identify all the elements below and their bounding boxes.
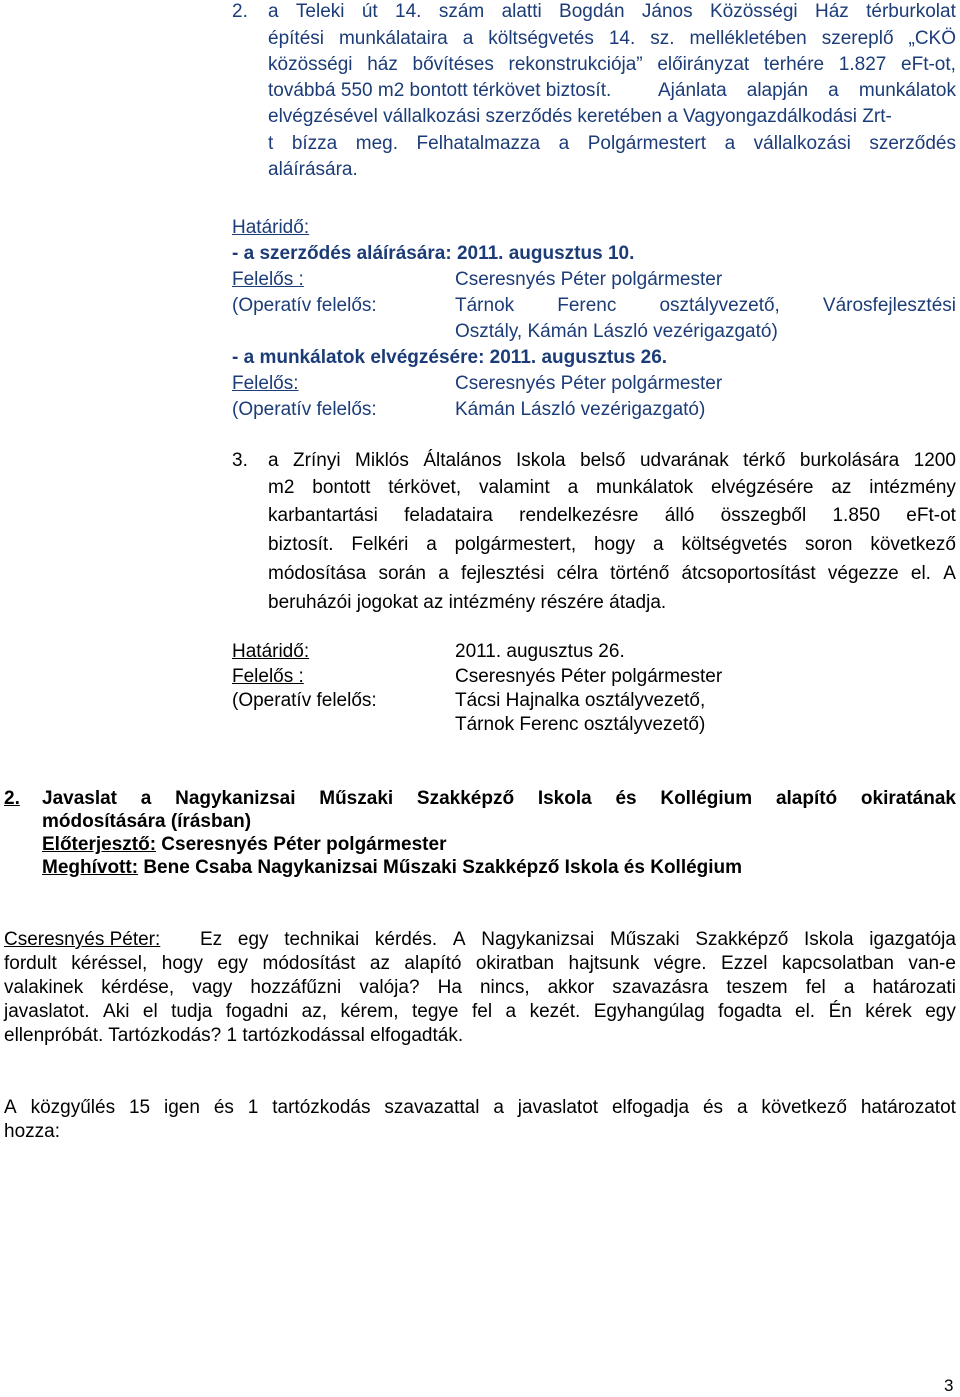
word: szám [438,1,485,22]
word: meg. [355,133,399,154]
item2-line-4a: továbbá 550 m2 bontott térkövet biztosít. [268,80,612,101]
item2-responsible-label-2: Felelős: [232,373,299,394]
word: el. [795,1001,816,1022]
word: a [567,477,579,498]
word: János [641,1,693,22]
invited-value: Bene Csaba Nagykanizsai Műszaki Szakképző Iskola és Kollégium [138,857,743,878]
item3-number: 3. [232,450,248,471]
word: költségvetés [681,534,788,555]
word: igen [164,1097,200,1118]
word: rekonstrukciója” [508,54,643,75]
word: Ha [437,977,462,998]
word: kezét. [529,1001,581,1022]
word: kéréssel, [71,953,148,974]
word: fordult [4,953,57,974]
word: a [736,1097,748,1118]
word: előirányzat [657,54,750,75]
word: 14. [608,28,636,49]
word: a [843,977,855,998]
word: valója? [359,977,420,998]
item2-responsible-label-1: Felelős : [232,269,304,290]
agenda-title-line-1 [42,787,956,811]
word: fejlesztési [461,563,545,584]
item2-line-1 [268,0,956,24]
word: soron [804,534,853,555]
word: határozatot [860,1097,956,1118]
item2-deadline-2: - a munkálatok elvégzésére: 2011. augusztus 26. [232,347,668,368]
word: Műszaki [609,929,680,950]
word: osztályvezető, [659,295,780,316]
word: az, [301,1001,327,1022]
word: mellékletében [689,28,807,49]
speech-line-2 [4,952,956,976]
word: módosítása [268,563,367,584]
item3-operative-value-2: Tárnok Ferenc osztályvezető) [455,714,706,735]
word: egy [925,1001,956,1022]
word: végezze [827,563,899,584]
word: valakinek [4,977,84,998]
word: vállalkozási [753,133,851,154]
word: szavazattal [384,1097,480,1118]
word: Iskola [515,450,566,471]
word: igazgatója [869,929,956,950]
word: fogadni [225,1001,289,1022]
word: alapján [746,80,809,101]
item2-responsible-value-1: Cseresnyés Péter polgármester [455,269,723,290]
word: 15 [128,1097,151,1118]
word: t [268,133,274,154]
word: az [369,953,390,974]
word: szereplő [821,28,894,49]
vote-line-1 [4,1096,956,1120]
word: elvégzésére [711,477,814,498]
word: hozzáfűzni [250,977,342,998]
word: burkolására [799,450,900,471]
word: karbantartási [268,505,378,526]
word: biztosít. [268,534,334,555]
word: Nagykanizsai [481,929,595,950]
word: Teleki [295,1,345,22]
item2-operative-value-2: Kámán László vezérigazgató) [455,399,706,420]
word: Ferenc [557,295,617,316]
item3-responsible-label: Felelős : [232,666,304,687]
word: kapcsolatban [781,953,894,974]
word: A [943,563,956,584]
word: tartózkodás [272,1097,371,1118]
speech-line-4 [4,1000,956,1024]
presenter-label: Előterjesztő: [42,834,157,855]
item2-operative-value-1b: Osztály, Kámán László vezérigazgató) [455,321,778,342]
word: a [438,563,449,584]
word: 1 [247,1097,259,1118]
presenter-value: Cseresnyés Péter polgármester [156,834,447,855]
word: kérdés. [374,929,438,950]
word: polgármestert, [454,534,577,555]
word: rendelkezésre [519,505,639,526]
word: következő [870,534,956,555]
word: célra [556,563,598,584]
item2-line-7: aláírására. [268,159,358,180]
word: alapító [775,788,838,809]
word: végre. [653,953,707,974]
word: út [361,1,378,22]
word: belső [580,450,626,471]
speech-line-5: ellenpróbát. Tartózkodás? 1 tartózkodással elfogadták. [4,1025,464,1046]
word: a [724,133,736,154]
word: Bogdán [559,1,625,22]
word: közösségi [268,54,353,75]
word: bízza [291,133,338,154]
item2-line-3 [268,53,956,77]
word: el. [910,563,931,584]
word: munkálatok [596,477,694,498]
word: térburkolat [866,1,956,22]
word: álló [664,505,695,526]
word: udvarának [639,450,729,471]
word: a [493,1097,504,1118]
word: az [831,477,852,498]
word: van-e [908,953,956,974]
item3-line-3 [268,504,956,528]
word: a [462,28,474,49]
word: szerződés [869,133,956,154]
speech-line-3 [4,976,956,1000]
word: fel [471,1001,493,1022]
word: során [378,563,426,584]
word: eFt-ot, [901,54,956,75]
word: bontott [312,477,371,498]
word: okiratának [860,788,956,809]
word: térkő [743,450,786,471]
word: intézmény [869,477,956,498]
word: Felhatalmazza [416,133,541,154]
word: a [653,534,664,555]
word: és [615,788,637,809]
word: hajtsunk [568,953,640,974]
item2-line-4b [658,79,956,103]
item3-deadline-value: 2011. augusztus 26. [455,641,625,662]
word: Nagykanizsai [175,788,296,809]
word: Polgármestert [587,133,707,154]
item2-line-5: elvégzésével vállalkozási szerződés keretében a Vagyongazdálkodási Zrt- [268,106,892,127]
item3-operative-label: (Operatív felelős: [232,690,377,711]
word: közgyűlés [30,1097,116,1118]
word: a [505,1001,517,1022]
item2-responsible-value-2: Cseresnyés Péter polgármester [455,373,723,394]
word: A [4,1097,17,1118]
word: tudja [171,1001,213,1022]
word: munkálatok [858,80,956,101]
word: teszem [726,977,788,998]
word: egy [237,929,269,950]
word: szavazásra [612,977,709,998]
word: határozati [872,977,956,998]
item2-operative-value-1a [455,294,956,318]
word: Ház [814,1,849,22]
word: egy [217,953,249,974]
item2-line-2 [268,27,956,51]
item3-line-6: beruházói jogokat az intézmény részére átadja. [268,592,667,613]
word: a [558,133,570,154]
agenda-invited [42,856,742,880]
word: Ajánlata [658,80,727,101]
word: m2 [268,477,295,498]
word: alatti [501,1,542,22]
word: Általános [423,450,502,471]
word: és [702,1097,724,1118]
word: Felkéri [351,534,409,555]
item2-operative-label-2: (Operatív felelős: [232,399,377,420]
word: nincs, [479,977,530,998]
word: tegye [412,1001,459,1022]
word: A [452,929,466,950]
page-number: 3 [944,1376,954,1395]
word: Egyhangúlag [593,1001,705,1022]
word: elfogadja [611,1097,690,1118]
word: átcsoportosítást [681,563,816,584]
word: el [142,1001,158,1022]
word: módosítást [262,953,356,974]
word: Iskola [803,929,854,950]
speech-line-1 [200,928,956,952]
word: feladataira [404,505,493,526]
word: terhére [763,54,825,75]
word: Szakképző [416,788,515,809]
item3-line-5 [268,562,956,586]
word: a [140,788,152,809]
item3-line-2 [268,476,956,500]
speaker-name: Cseresnyés Péter: [4,929,161,950]
item2-operative-label-1: (Operatív felelős: [232,295,377,316]
item3-responsible-value: Cseresnyés Péter polgármester [455,666,723,687]
word: javaslatot [517,1097,599,1118]
word: 1.850 [832,505,881,526]
word: költségvetés [488,28,594,49]
word: sz. [650,28,675,49]
word: Miklós [355,450,409,471]
word: hogy [593,534,636,555]
word: technikai [284,929,360,950]
item3-line-4 [268,533,956,557]
word: a [426,534,437,555]
word: a [268,450,279,471]
word: fel [805,977,826,998]
word: Közösségi [709,1,798,22]
word: Aki [103,1001,130,1022]
word: javaslatot. [4,1001,90,1022]
word: munkálataira [338,28,448,49]
word: és [213,1097,234,1118]
word: következő [761,1097,847,1118]
word: Javaslat [42,788,118,809]
word: kérdése, [101,977,175,998]
word: valamint [478,477,550,498]
invited-label: Meghívott: [42,857,139,878]
word: ház [367,54,398,75]
word: Iskola [537,788,592,809]
word: hogy [161,953,203,974]
item2-number: 2. [232,1,248,22]
word: a [268,1,279,22]
word: „CKÖ [908,28,956,49]
word: Kollégium [660,788,753,809]
word: építési [268,28,324,49]
word: 1.827 [838,54,887,75]
word: összegből [720,505,807,526]
word: kérem, [340,1001,399,1022]
word: alapító [404,953,462,974]
item2-deadline-label: Határidő: [232,217,310,238]
word: akkor [547,977,595,998]
word: Én [828,1001,852,1022]
word: 1200 [913,450,956,471]
item2-deadline-1: - a szerződés aláírására: 2011. augusztus 10. [232,243,635,264]
word: kérek [865,1001,912,1022]
word: Tárnok [455,295,515,316]
word: a [828,80,839,101]
word: Ezzel [721,953,768,974]
agenda-presenter [42,833,446,857]
word: Zrínyi [293,450,341,471]
item3-operative-value-1: Tácsi Hajnalka osztályvezető, [455,690,706,711]
word: térkövet, [388,477,462,498]
word: Városfejlesztési [822,295,956,316]
item2-line-6 [268,132,956,156]
word: Műszaki [319,788,394,809]
word: fogadta [718,1001,782,1022]
item2-line-4 [268,79,611,103]
item3-line-1 [268,449,956,473]
item3-deadline-label: Határidő: [232,641,310,662]
word: 14. [395,1,422,22]
word: Ez [200,929,223,950]
word: okiratban [475,953,555,974]
agenda-title-line-2: módosítására (írásban) [42,811,252,832]
word: eFt-ot [906,505,956,526]
word: vagy [192,977,233,998]
vote-line-2: hozza: [4,1121,60,1142]
word: bővítéses [412,54,494,75]
agenda-number: 2. [4,788,20,809]
word: történő [610,563,670,584]
word: Szakképző [695,929,789,950]
